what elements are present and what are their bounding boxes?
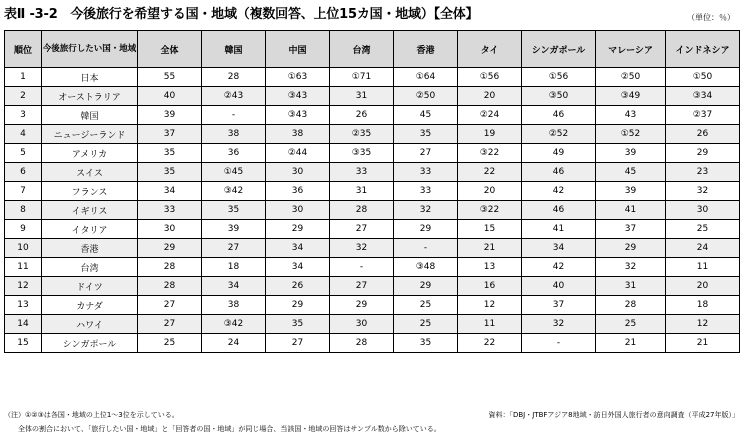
value-cell: 16 <box>458 277 522 296</box>
value-cell: 33 <box>138 201 202 220</box>
value-cell: 31 <box>330 182 394 201</box>
destination-table <box>4 30 740 353</box>
value-cell: - <box>394 239 458 258</box>
table-row <box>5 239 740 258</box>
value-cell: 36 <box>202 144 266 163</box>
value-cell: 27 <box>202 239 266 258</box>
value-cell: 34 <box>138 182 202 201</box>
table-row <box>5 220 740 239</box>
rank-cell: 6 <box>5 163 42 182</box>
value-cell: 28 <box>138 258 202 277</box>
value-cell: 31 <box>596 277 666 296</box>
destination-cell: アメリカ <box>42 144 138 163</box>
value-cell: 23 <box>666 163 740 182</box>
value-cell: 42 <box>522 258 596 277</box>
value-cell: 29 <box>138 239 202 258</box>
value-cell: 38 <box>266 125 330 144</box>
value-cell: 20 <box>458 182 522 201</box>
value-cell: 41 <box>522 220 596 239</box>
table-row <box>5 201 740 220</box>
value-cell: ①52 <box>596 125 666 144</box>
value-cell: 32 <box>394 201 458 220</box>
value-cell: 13 <box>458 258 522 277</box>
value-cell: ③42 <box>202 315 266 334</box>
value-cell: 32 <box>330 239 394 258</box>
rank-cell: 5 <box>5 144 42 163</box>
column-header: 韓国 <box>202 31 266 68</box>
footnote-sample: 全体の割合において、「旅行したい国・地域」と「回答者の国・地域」が同じ場合、当該国・地域の回答はサンプル数から除いている。 <box>18 425 441 433</box>
column-header: 台湾 <box>330 31 394 68</box>
table-row <box>5 334 740 353</box>
value-cell: ①63 <box>266 68 330 87</box>
value-cell: 33 <box>394 182 458 201</box>
value-cell: ③49 <box>596 87 666 106</box>
table-row <box>5 182 740 201</box>
value-cell: 31 <box>330 87 394 106</box>
value-cell: 30 <box>666 201 740 220</box>
value-cell: 49 <box>522 144 596 163</box>
destination-cell: スイス <box>42 163 138 182</box>
value-cell: ③43 <box>266 87 330 106</box>
value-cell: 27 <box>138 296 202 315</box>
value-cell: 26 <box>266 277 330 296</box>
unit-label: （単位：％） <box>687 13 735 22</box>
value-cell: 25 <box>394 296 458 315</box>
destination-cell: シンガポール <box>42 334 138 353</box>
value-cell: 35 <box>138 163 202 182</box>
value-cell: ②52 <box>522 125 596 144</box>
value-cell: 12 <box>458 296 522 315</box>
value-cell: 39 <box>202 220 266 239</box>
value-cell: 34 <box>266 239 330 258</box>
value-cell: ①50 <box>666 68 740 87</box>
rank-cell: 12 <box>5 277 42 296</box>
value-cell: ②43 <box>202 87 266 106</box>
table-title: 表Ⅱ -3-2 今後旅行を希望する国・地域（複数回答、上位15カ国・地域）【全体】 <box>4 7 479 22</box>
value-cell: 12 <box>666 315 740 334</box>
value-cell: ③43 <box>266 106 330 125</box>
destination-cell: イギリス <box>42 201 138 220</box>
table-row <box>5 106 740 125</box>
rank-cell: 10 <box>5 239 42 258</box>
value-cell: 40 <box>522 277 596 296</box>
table-row <box>5 163 740 182</box>
destination-cell: 日本 <box>42 68 138 87</box>
value-cell: 28 <box>330 201 394 220</box>
rank-cell: 11 <box>5 258 42 277</box>
source-note: 資料：「DBJ・JTBFアジア8地域・訪日外国人旅行者の意向調査（平成27年版）」 <box>488 411 739 419</box>
value-cell: 33 <box>330 163 394 182</box>
value-cell: ③22 <box>458 201 522 220</box>
value-cell: 29 <box>394 220 458 239</box>
rank-cell: 7 <box>5 182 42 201</box>
value-cell: 30 <box>266 163 330 182</box>
value-cell: 37 <box>522 296 596 315</box>
value-cell: 42 <box>522 182 596 201</box>
column-header: 順位 <box>5 31 42 68</box>
value-cell: ②44 <box>266 144 330 163</box>
column-header: 中国 <box>266 31 330 68</box>
value-cell: 15 <box>458 220 522 239</box>
value-cell: 35 <box>394 125 458 144</box>
rank-cell: 2 <box>5 87 42 106</box>
value-cell: 21 <box>666 334 740 353</box>
value-cell: ③34 <box>666 87 740 106</box>
value-cell: - <box>522 334 596 353</box>
value-cell: 39 <box>596 182 666 201</box>
value-cell: ②35 <box>330 125 394 144</box>
value-cell: 28 <box>330 334 394 353</box>
value-cell: 20 <box>458 87 522 106</box>
value-cell: 40 <box>138 87 202 106</box>
table-row <box>5 296 740 315</box>
destination-cell: ニュージーランド <box>42 125 138 144</box>
destination-cell: 韓国 <box>42 106 138 125</box>
destination-cell: ドイツ <box>42 277 138 296</box>
value-cell: 29 <box>394 277 458 296</box>
rank-cell: 9 <box>5 220 42 239</box>
table-row <box>5 315 740 334</box>
value-cell: 37 <box>138 125 202 144</box>
value-cell: 34 <box>522 239 596 258</box>
value-cell: 27 <box>266 334 330 353</box>
value-cell: 29 <box>266 220 330 239</box>
value-cell: 33 <box>394 163 458 182</box>
value-cell: 24 <box>202 334 266 353</box>
header-row <box>5 31 740 68</box>
value-cell: 26 <box>330 106 394 125</box>
destination-cell: カナダ <box>42 296 138 315</box>
value-cell: ③50 <box>522 87 596 106</box>
value-cell: 35 <box>138 144 202 163</box>
column-header: 全体 <box>138 31 202 68</box>
value-cell: 46 <box>522 163 596 182</box>
value-cell: - <box>330 258 394 277</box>
value-cell: 22 <box>458 334 522 353</box>
value-cell: 27 <box>394 144 458 163</box>
value-cell: ①56 <box>522 68 596 87</box>
value-cell: 36 <box>266 182 330 201</box>
destination-cell: イタリア <box>42 220 138 239</box>
table-row <box>5 277 740 296</box>
column-header: シンガポール <box>522 31 596 68</box>
value-cell: ③48 <box>394 258 458 277</box>
table-row <box>5 144 740 163</box>
footnote-ranking: （注）①②③は各国・地域の上位1～3位を示している。 <box>4 411 179 419</box>
destination-cell: フランス <box>42 182 138 201</box>
value-cell: ①45 <box>202 163 266 182</box>
value-cell: 18 <box>202 258 266 277</box>
table-body <box>5 68 740 353</box>
value-cell: 28 <box>596 296 666 315</box>
value-cell: 11 <box>458 315 522 334</box>
value-cell: 45 <box>394 106 458 125</box>
value-cell: 25 <box>596 315 666 334</box>
value-cell: 55 <box>138 68 202 87</box>
value-cell: 30 <box>330 315 394 334</box>
value-cell: 35 <box>266 315 330 334</box>
column-header: タイ <box>458 31 522 68</box>
value-cell: 43 <box>596 106 666 125</box>
value-cell: 28 <box>202 68 266 87</box>
value-cell: 24 <box>666 239 740 258</box>
value-cell: 38 <box>202 125 266 144</box>
destination-cell: 台湾 <box>42 258 138 277</box>
table-row <box>5 87 740 106</box>
rank-cell: 15 <box>5 334 42 353</box>
column-header: マレーシア <box>596 31 666 68</box>
value-cell: ①64 <box>394 68 458 87</box>
value-cell: 20 <box>666 277 740 296</box>
value-cell: ②24 <box>458 106 522 125</box>
value-cell: 29 <box>330 296 394 315</box>
rank-cell: 13 <box>5 296 42 315</box>
value-cell: 27 <box>138 315 202 334</box>
value-cell: 18 <box>666 296 740 315</box>
value-cell: ①56 <box>458 68 522 87</box>
value-cell: ①71 <box>330 68 394 87</box>
value-cell: 35 <box>394 334 458 353</box>
rank-cell: 4 <box>5 125 42 144</box>
value-cell: 30 <box>138 220 202 239</box>
value-cell: 28 <box>138 277 202 296</box>
value-cell: 29 <box>596 239 666 258</box>
value-cell: 39 <box>138 106 202 125</box>
value-cell: ③22 <box>458 144 522 163</box>
table-row <box>5 68 740 87</box>
title-row <box>4 3 739 25</box>
column-header: 今後旅行したい国・地域 <box>42 31 138 68</box>
value-cell: - <box>202 106 266 125</box>
rank-cell: 3 <box>5 106 42 125</box>
value-cell: 35 <box>202 201 266 220</box>
value-cell: 46 <box>522 106 596 125</box>
table-row <box>5 258 740 277</box>
value-cell: ②37 <box>666 106 740 125</box>
value-cell: 26 <box>666 125 740 144</box>
value-cell: 46 <box>522 201 596 220</box>
column-header: インドネシア <box>666 31 740 68</box>
value-cell: 34 <box>202 277 266 296</box>
value-cell: ③42 <box>202 182 266 201</box>
column-header: 香港 <box>394 31 458 68</box>
value-cell: 11 <box>666 258 740 277</box>
value-cell: 21 <box>596 334 666 353</box>
value-cell: 25 <box>666 220 740 239</box>
value-cell: 21 <box>458 239 522 258</box>
value-cell: 37 <box>596 220 666 239</box>
value-cell: 25 <box>394 315 458 334</box>
value-cell: 32 <box>522 315 596 334</box>
value-cell: ③35 <box>330 144 394 163</box>
destination-cell: ハワイ <box>42 315 138 334</box>
value-cell: 41 <box>596 201 666 220</box>
value-cell: 19 <box>458 125 522 144</box>
destination-cell: 香港 <box>42 239 138 258</box>
value-cell: 30 <box>266 201 330 220</box>
value-cell: 27 <box>330 220 394 239</box>
value-cell: 29 <box>666 144 740 163</box>
value-cell: 34 <box>266 258 330 277</box>
value-cell: 32 <box>666 182 740 201</box>
value-cell: 45 <box>596 163 666 182</box>
value-cell: 29 <box>266 296 330 315</box>
value-cell: 22 <box>458 163 522 182</box>
rank-cell: 14 <box>5 315 42 334</box>
table-row <box>5 125 740 144</box>
destination-cell: オーストラリア <box>42 87 138 106</box>
value-cell: 38 <box>202 296 266 315</box>
value-cell: ②50 <box>394 87 458 106</box>
value-cell: 27 <box>330 277 394 296</box>
value-cell: 39 <box>596 144 666 163</box>
value-cell: 32 <box>596 258 666 277</box>
rank-cell: 1 <box>5 68 42 87</box>
value-cell: ②50 <box>596 68 666 87</box>
value-cell: 25 <box>138 334 202 353</box>
rank-cell: 8 <box>5 201 42 220</box>
